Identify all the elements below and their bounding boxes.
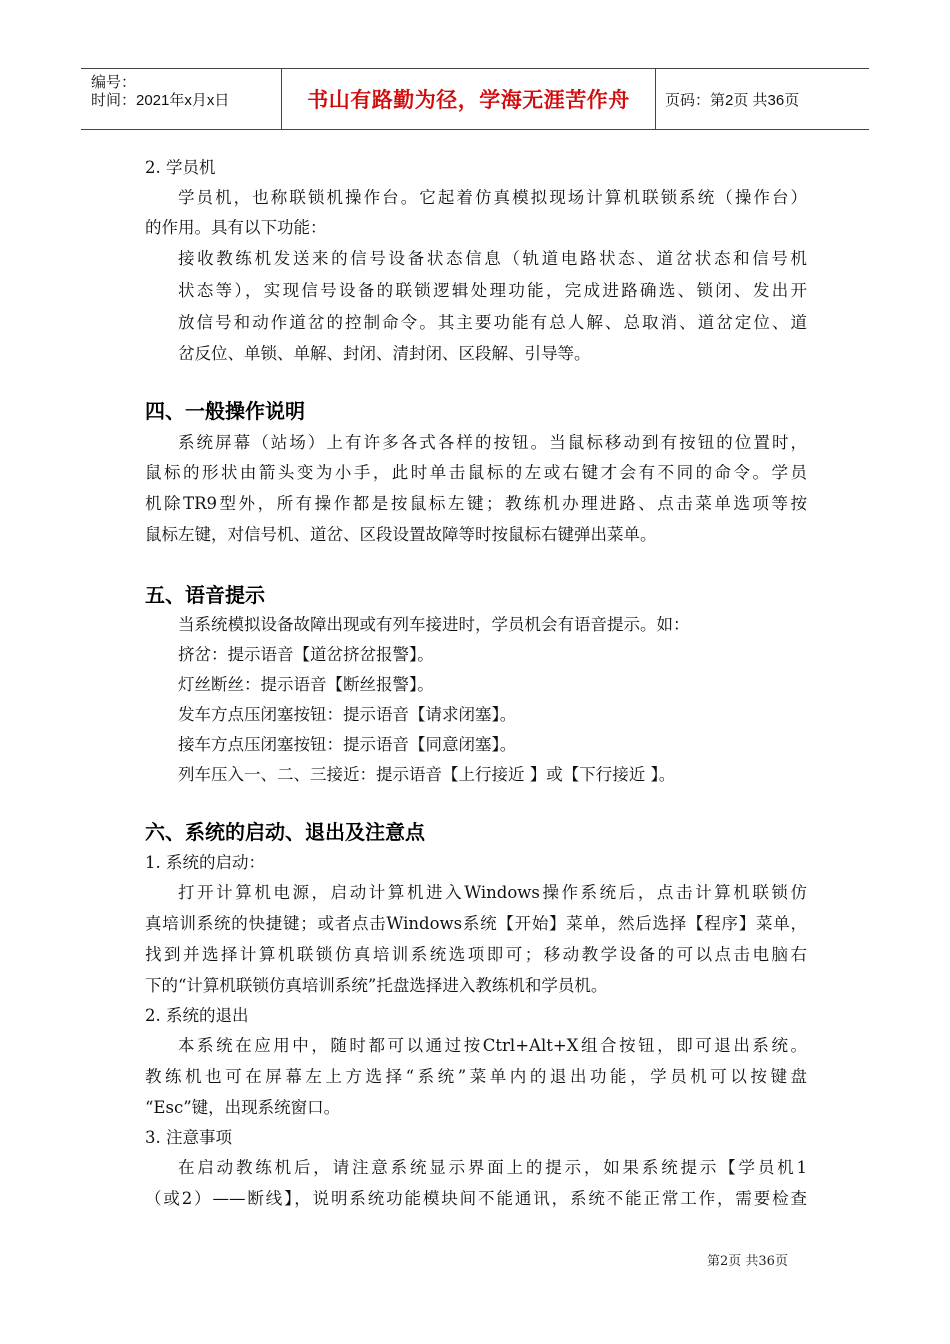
voice-prompt-item: 挤岔：提示语音【道岔挤岔报警】。 [178,645,434,664]
paragraph-line: 当系统模拟设备故障出现或有列车接进时，学员机会有语音提示。如： [178,615,690,634]
paragraph-line: 状态等），实现信号设备的联锁逻辑处理功能，完成进路确选、锁闭、发出开 [178,281,807,300]
paragraph-line: 真培训系统的快捷键；或者点击Windows系统【开始】菜单，然后选择【程序】菜单， [145,914,807,933]
paragraph-line: 打开计算机电源，启动计算机进入Windows操作系统后，点击计算机联锁仿 [178,883,807,902]
paragraph-line: 本系统在应用中，随时都可以通过按Ctrl+Alt+X组合按钮，即可退出系统。 [178,1036,807,1055]
paragraph-line: “Esc”键，出现系统窗口。 [145,1098,341,1117]
voice-prompt-item: 接车方点压闭塞按钮：提示语音【同意闭塞】。 [178,735,517,754]
paragraph-line: 机除TR9型外，所有操作都是按鼠标左键；教练机办理进路、点击菜单选项等按 [145,494,807,513]
paragraph-line: 的作用。具有以下功能： [145,218,327,237]
voice-prompt-item: 灯丝断丝：提示语音【断丝报警】。 [178,675,434,694]
paragraph-line: 学员机，也称联锁机操作台。它起着仿真模拟现场计算机联锁系统（操作台） [178,188,807,207]
paragraph-line: 岔反位、单锁、单解、封闭、清封闭、区段解、引导等。 [178,344,591,363]
subsection-title-startup: 1. 系统的启动： [145,853,265,872]
paragraph-line: 鼠标的形状由箭头变为小手，此时单击鼠标的左或右键才会有不同的命令。学员 [145,463,807,482]
subsection-title-notes: 3. 注意事项 [145,1128,232,1147]
page-footer-page-info: 第2页 共36页 [707,1254,788,1269]
paragraph-line: 找到并选择计算机联锁仿真培训系统选项即可；移动教学设备的可以点击电脑右 [145,945,807,964]
header-left-cell [81,69,281,129]
voice-prompt-item: 列车压入一、二、三接近：提示语音【上行接近 】或【下行接近 】。 [178,765,676,784]
section-heading-startup-exit: 六、系统的启动、退出及注意点 [145,820,425,844]
paragraph-line: 放信号和动作道岔的控制命令。其主要功能有总人解、总取消、道岔定位、道 [178,313,807,332]
paragraph-line: 下的“计算机联锁仿真培训系统”托盘选择进入教练机和学员机。 [145,976,608,995]
paragraph-line: 教练机也可在屏幕左上方选择“系统”菜单内的退出功能，学员机可以按键盘 [145,1067,807,1086]
voice-prompt-item: 发车方点压闭塞按钮：提示语音【请求闭塞】。 [178,705,517,724]
subsection-title-exit: 2. 系统的退出 [145,1006,249,1025]
paragraph-line: 鼠标左键，对信号机、道岔、区段设置故障等时按鼠标右键弹出菜单。 [145,525,657,544]
document-number-label: 编号： [91,74,137,91]
header-motto-cell [281,69,656,129]
paragraph-line: 接收教练机发送来的信号设备状态信息（轨道电路状态、道岔状态和信号机 [178,249,807,268]
paragraph-line: 系统屏幕（站场）上有许多各式各样的按钮。当鼠标移动到有按钮的位置时， [178,433,807,452]
subsection-title-student-machine: 2. 学员机 [145,158,216,177]
section-heading-voice-prompts: 五、语音提示 [145,583,265,607]
paragraph-line: （或2）——断线】，说明系统功能模块间不能通讯，系统不能正常工作，需要检查 [145,1189,807,1208]
section-heading-general-operation: 四、一般操作说明 [145,399,305,423]
paragraph-line: 在启动教练机后，请注意系统显示界面上的提示，如果系统提示【学员机1 [178,1158,807,1177]
document-date-label: 时间：2021年x月x日 [91,92,230,109]
header-page-cell [655,69,869,129]
page-header [81,68,869,130]
header-motto: 书山有路勤为径，学海无涯苦作舟 [307,88,630,112]
header-page-info: 页码：第2页 共36页 [665,91,800,109]
